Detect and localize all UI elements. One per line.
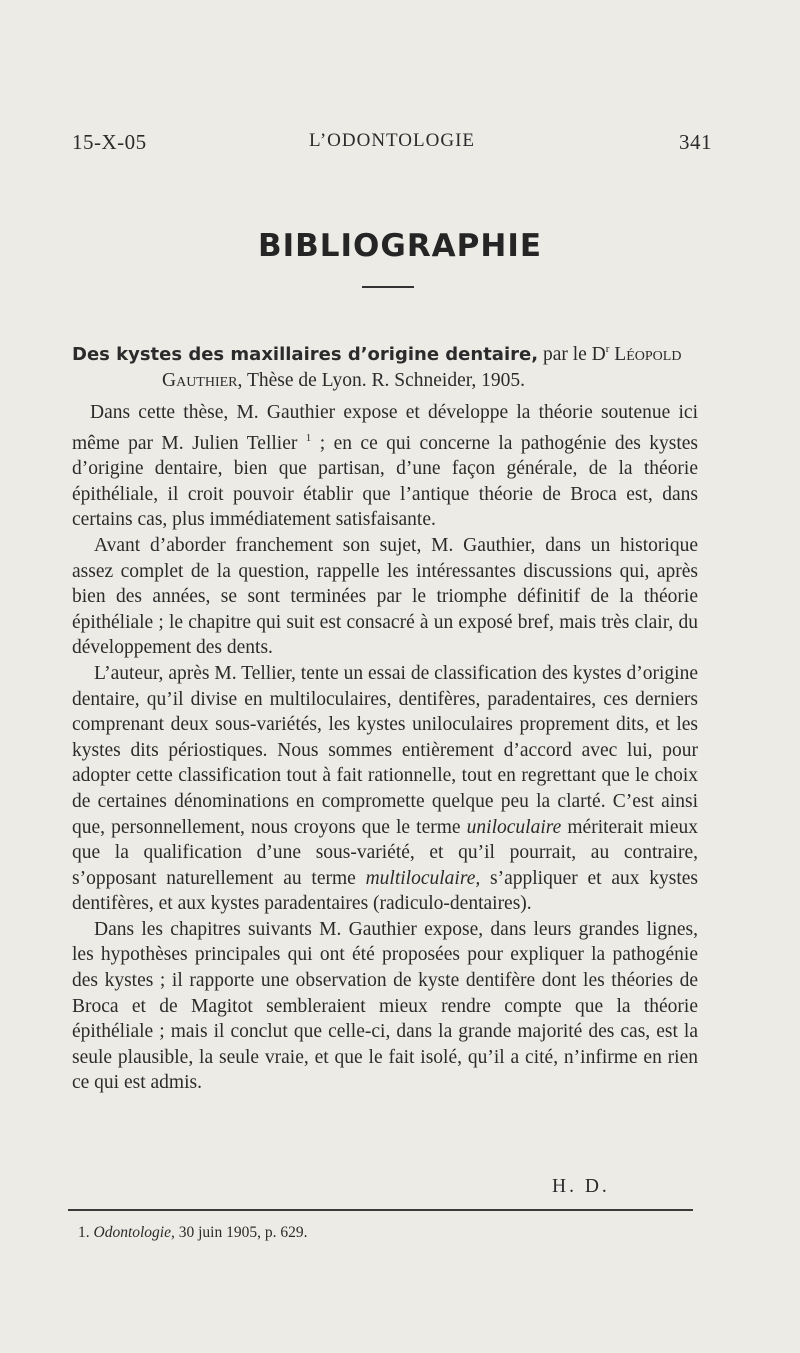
by-label: par le D: [542, 344, 606, 365]
signature: H. D.: [552, 1176, 610, 1197]
footnote-journal: Odontologie,: [93, 1224, 175, 1241]
page-number: 341: [679, 130, 712, 154]
paragraph-1-text-a: Dans cette thèse, M. Gauthier expose et développe la théorie soutenue ici même par M. Julien Tellier: [72, 402, 698, 454]
section-title: BIBLIOGRAPHIE: [257, 228, 543, 264]
paragraph-2: Avant d’aborder franchement son sujet, M. Gauthier, dans un historique assez complet de la question, rappelle les intéressantes discussions qui, après bien des années, se sont terminées par le triomphe définitif de la théorie épithéliale ; le chapitre qui suit est consacré à un exposé bref, mais très clair, du développement des dents.: [72, 534, 698, 659]
footnote-divider: [68, 1209, 693, 1211]
footnote-text: 30 juin 1905, p. 629.: [178, 1224, 308, 1241]
footnote-number: 1.: [78, 1224, 90, 1241]
publication-details: Thèse de Lyon. R. Schneider, 1905.: [246, 370, 526, 391]
entry-heading-line2: [72, 368, 707, 394]
paragraph-3-emphasis-1: uniloculaire: [466, 816, 562, 838]
paragraph-3-text-c: s’appliquer et aux kystes dentifères, et aux kystes paradentaires (radiculo-dentaires).: [72, 867, 699, 915]
book-title: Des kystes des maxillaires d’origine dentaire,: [72, 344, 539, 365]
paragraph-3-text-b: mériterait mieux que la qualification d’une sous-variété, et qu’il pourrait, au contraire, s’opposant naturellement au terme: [72, 816, 699, 889]
bibliography-entry-heading: [72, 336, 707, 394]
paragraph-3: [72, 661, 698, 917]
doctor-superscript: r: [605, 343, 610, 355]
journal-name: L’ODONTOLOGIE: [308, 130, 476, 151]
footnote: [78, 1224, 308, 1242]
author-last-name: Gauthier,: [162, 370, 243, 391]
issue-date: 15-X-05: [72, 130, 147, 154]
paragraph-3-emphasis-2: multiloculaire,: [365, 867, 481, 889]
title-divider: [362, 286, 414, 288]
paragraph-1-text-b: ; en ce qui concerne la pathogénie des kystes d’origine dentaire, bien que partisan, d’une façon générale, de la théorie épithéliale, il croit pouvoir établir que l’antique théorie de Broca est, dans certains cas, plus immédiatement satisfaisante.: [72, 432, 698, 531]
paragraph-3-text-a: L’auteur, après M. Tellier, tente un essai de classification des kystes d’origine dentaire, qu’il divise en multiloculaires, dentifères, paradentaires, ces derniers comprenant deux sous-variétés, les kystes uniloculaires proprement dits, et les kystes dits périostiques. Nous sommes entièrement d’accord avec lui, pour adopter cette classification tout à fait rationnelle, tout en regrettant que le choix de certaines dénominations en compromette quelque peu la clarté. C’est ainsi que, personnellement, nous croyons que le terme: [72, 662, 698, 838]
review-body: [72, 400, 698, 1096]
author-first-name: Léopold: [614, 344, 682, 365]
paragraph-1: [72, 400, 698, 533]
footnote-marker: 1: [305, 431, 312, 444]
paragraph-4: Dans les chapitres suivants M. Gauthier expose, dans leurs grandes lignes, les hypothèses principales qui ont été proposées pour expliquer la pathogénie des kystes ; il rapporte une observation de kyste dentifère dont les théories de Broca et de Magitot sembleraient mieux rendre compte que la théorie épithéliale ; mais il conclut que celle-ci, dans la grande majorité des cas, est la seule plausible, la seule vraie, et que le fait isolé, qu’il a cité, n’infirme en rien ce qui est admis.: [72, 918, 698, 1094]
